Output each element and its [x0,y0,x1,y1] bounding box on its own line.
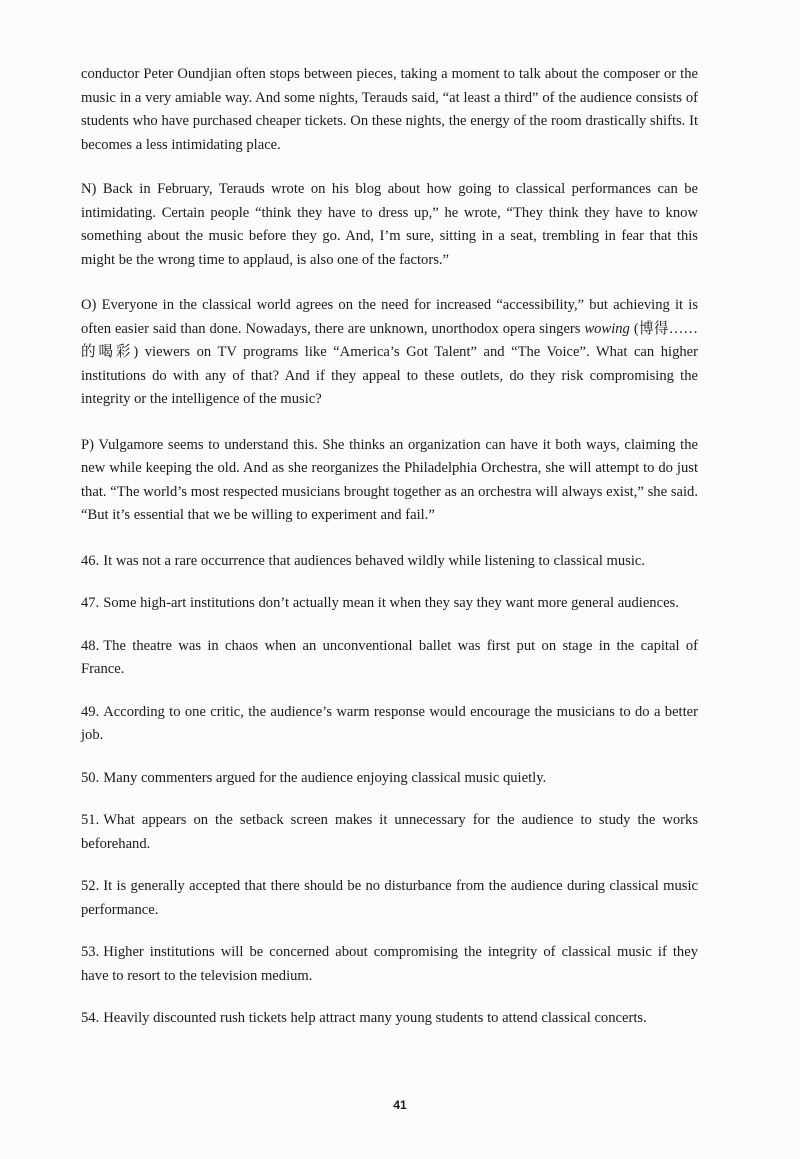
paragraph-o [81,294,698,412]
question-number: 52. [81,878,100,894]
question-46 [81,550,698,574]
question-53 [81,941,698,988]
question-number: 46. [81,552,100,569]
question-49 [81,701,698,748]
paragraph-o-italic-word: wowing [584,320,630,337]
page-number: 41 [393,1098,407,1112]
paragraph-o-text-1: O) Everyone in the classical world agrees on the need for increased “accessibility,” but achieving it is often easier said than done. Nowadays, there are unknown, unorthodox opera singers [81,297,698,337]
question-52 [81,875,698,922]
paragraph-continuation: conductor Peter Oundjian often stops between pieces, taking a moment to talk about the composer or the music in a very amiable way. And some nights, Terauds said, “at least a third” of the audience consists of students who have purchased cheaper tickets. On these nights, the energy of the room drastically shifts. It becomes a less intimidating place. [81,66,698,153]
question-text: The theatre was in chaos when an unconventional ballet was first put on stage in the capital of France. [81,637,698,677]
question-text: Some high-art institutions don’t actually mean it when they say they want more general audiences. [103,595,679,611]
question-number: 48. [81,637,100,654]
question-number: 51. [81,812,100,828]
question-50 [81,767,698,791]
question-48 [81,635,698,682]
question-text: It was not a rare occurrence that audiences behaved wildly while listening to classical music. [103,552,646,569]
question-47 [81,592,698,616]
paragraph-o-text-2: (博得……的喝彩) viewers on TV programs like “America’s Got Talent” and “The Voice”. What can higher institutions do with any of that? And if they appeal to these outlets, do they risk compromising the integrity or the intelligence of the music? [81,320,698,407]
question-text: Heavily discounted rush tickets help attract many young students to attend classical concerts. [103,1010,647,1026]
question-text: Many commenters argued for the audience enjoying classical music quietly. [103,769,547,786]
question-number: 49. [81,703,100,720]
question-number: 54. [81,1010,100,1026]
page-content [81,63,698,1050]
question-number: 47. [81,595,100,611]
question-text: Higher institutions will be concerned about compromising the integrity of classical music if they have to resort to the television medium. [81,944,698,984]
question-text: It is generally accepted that there should be no disturbance from the audience during classical music performance. [81,878,698,918]
question-text: What appears on the setback screen makes it unnecessary for the audience to study the works beforehand. [81,812,698,852]
question-text: According to one critic, the audience’s warm response would encourage the musicians to do a better job. [81,703,698,743]
paragraph-p: P) Vulgamore seems to understand this. She thinks an organization can have it both ways, claiming the new while keeping the old. And as she reorganizes the Philadelphia Orchestra, she will attempt to do just that. “The world’s most respected musicians brought together as an orchestra will always exist,” she said. “But it’s essential that we be willing to experiment and fail.” [81,436,698,523]
question-number: 53. [81,944,100,960]
question-51 [81,809,698,856]
question-54 [81,1007,698,1031]
paragraph-n: N) Back in February, Terauds wrote on his blog about how going to classical performances can be intimidating. Certain people “think they have to dress up,” he wrote, “They think they have to know something about the music before they go. And, I’m sure, sitting in a seat, trembling in fear that this might be the wrong time to applaud, is also one of the factors.” [81,181,698,268]
question-number: 50. [81,769,100,786]
